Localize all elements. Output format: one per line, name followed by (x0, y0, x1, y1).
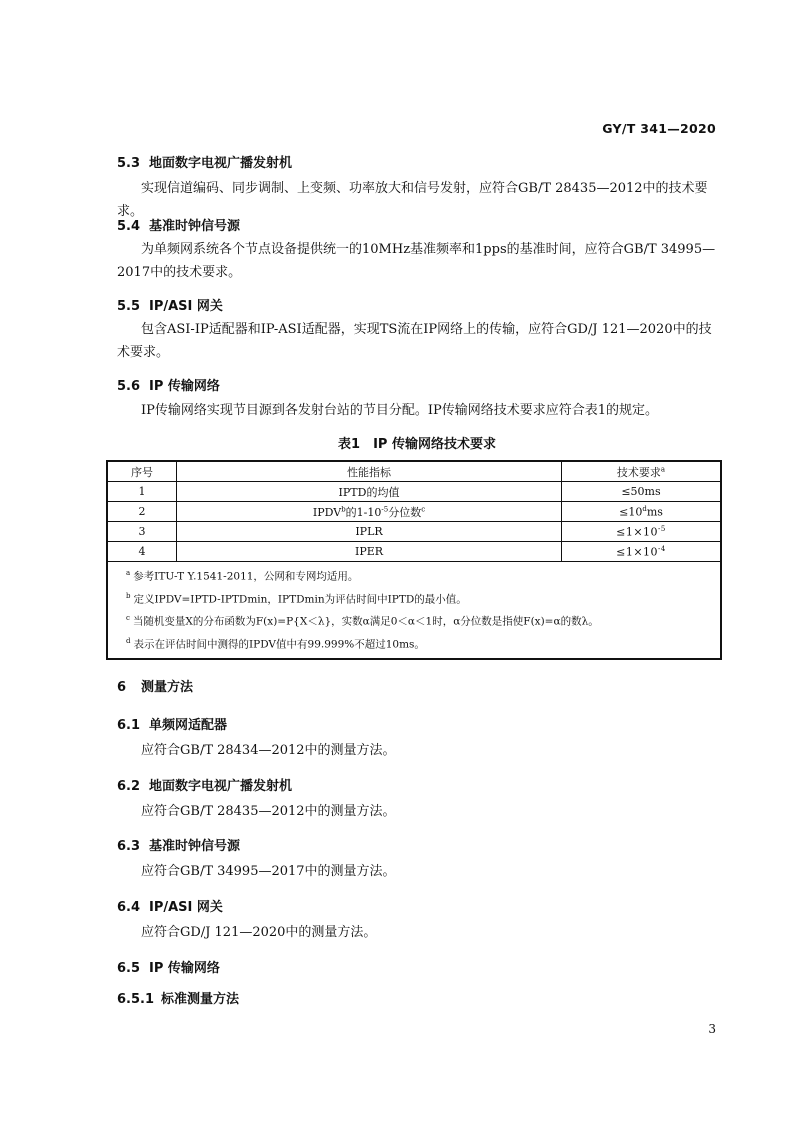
header-requirement: 技术要求$^a$ (562, 461, 722, 482)
table-note: $^d$ 表示在评估时间中测得的IPDV值中有99.999%不超过10ms。 (126, 636, 425, 650)
page-number: 3 (708, 1022, 716, 1036)
section-body-6-3: 应符合GB/T 34995—2017中的测量方法。 (141, 864, 396, 879)
row-seq: 1 (107, 482, 177, 502)
row-requirement: ≤50ms (562, 482, 722, 502)
row-metric: IPDV$^b$的$1-10^{-5}$分位数$^c$ (177, 502, 562, 522)
table-notes (107, 562, 721, 660)
section-body-6-1: 应符合GB/T 28434—2012中的测量方法。 (141, 743, 396, 758)
section-body-6-4: 应符合GD/J 121—2020中的测量方法。 (141, 925, 377, 940)
table-header-row (107, 461, 721, 482)
section-body-6-2: 应符合GB/T 28435—2012中的测量方法。 (141, 804, 396, 819)
table-row (107, 542, 721, 562)
row-requirement: $\le 10^dms$ (562, 502, 722, 522)
section-body-5-6: IP传输网络实现节目源到各发射台站的节目分配。IP传输网络技术要求应符合表1的规定。 (141, 403, 659, 418)
section-heading-6-5: 6.5 IP 传输网络 (117, 961, 220, 976)
section-heading-5-3: 5.3 地面数字电视广播发射机 (117, 156, 293, 171)
section-heading-6-5-1: 6.5.1 标准测量方法 (117, 992, 240, 1007)
row-metric: IPER (177, 542, 562, 562)
row-seq: 3 (107, 522, 177, 542)
table-row (107, 482, 721, 502)
table-notes-row (107, 562, 721, 660)
table-note: $^a$ 参考ITU-T Y.1541-2011，公网和专网均适用。 (126, 569, 359, 583)
section-body-5-3: 实现信道编码、同步调制、上变频、功率放大和信号发射，应符合GB/T 28435—2012中的技术要求。 (117, 181, 708, 219)
row-metric: IPTD的均值 (177, 482, 562, 502)
section-heading-6-3: 6.3 基准时钟信号源 (117, 839, 241, 854)
section-body-5-4: 为单频网系统各个节点设备提供统一的10MHz基准频率和1pps的基准时间，应符合GB/T 34995—2017中的技术要求。 (117, 242, 716, 280)
section-heading-6-4: 6.4 IP/ASI 网关 (117, 900, 223, 915)
row-requirement: $\le 1\times 10^{-5}$ (562, 522, 722, 542)
row-seq: 2 (107, 502, 177, 522)
table-row (107, 522, 721, 542)
section-heading-5-5: 5.5 IP/ASI 网关 (117, 299, 223, 314)
section-heading-5-6: 5.6 IP 传输网络 (117, 379, 220, 394)
section-heading-5-4: 5.4 基准时钟信号源 (117, 219, 241, 234)
row-requirement: $\le 1\times 10^{-4}$ (562, 542, 722, 562)
section-heading-6-2: 6.2 地面数字电视广播发射机 (117, 779, 293, 794)
chapter-heading-6: 6 测量方法 (117, 680, 194, 695)
header-metric: 性能指标 (177, 461, 562, 482)
table-caption: 表1 IP 传输网络技术要求 (338, 437, 496, 452)
row-seq: 4 (107, 542, 177, 562)
document-code: GY/T 341—2020 (602, 121, 716, 136)
header-seq: 序号 (107, 461, 177, 482)
table-note: $^c$ 当随机变量X的分布函数为F(x)=P{X＜λ}，实数α满足0＜α＜1时，α分位数是指使F(x)=α的数λ。 (126, 614, 599, 628)
table-row (107, 502, 721, 522)
section-body-5-5: 包含ASI-IP适配器和IP-ASI适配器，实现TS流在IP网络上的传输，应符合GD/J 121—2020中的技术要求。 (117, 322, 712, 360)
spec-table (106, 460, 722, 660)
table-note: $^b$ 定义IPDV=IPTD-IPTDmin，IPTDmin为评估时间中IPTD的最小值。 (126, 591, 467, 605)
row-metric: IPLR (177, 522, 562, 542)
section-heading-6-1: 6.1 单频网适配器 (117, 718, 228, 733)
